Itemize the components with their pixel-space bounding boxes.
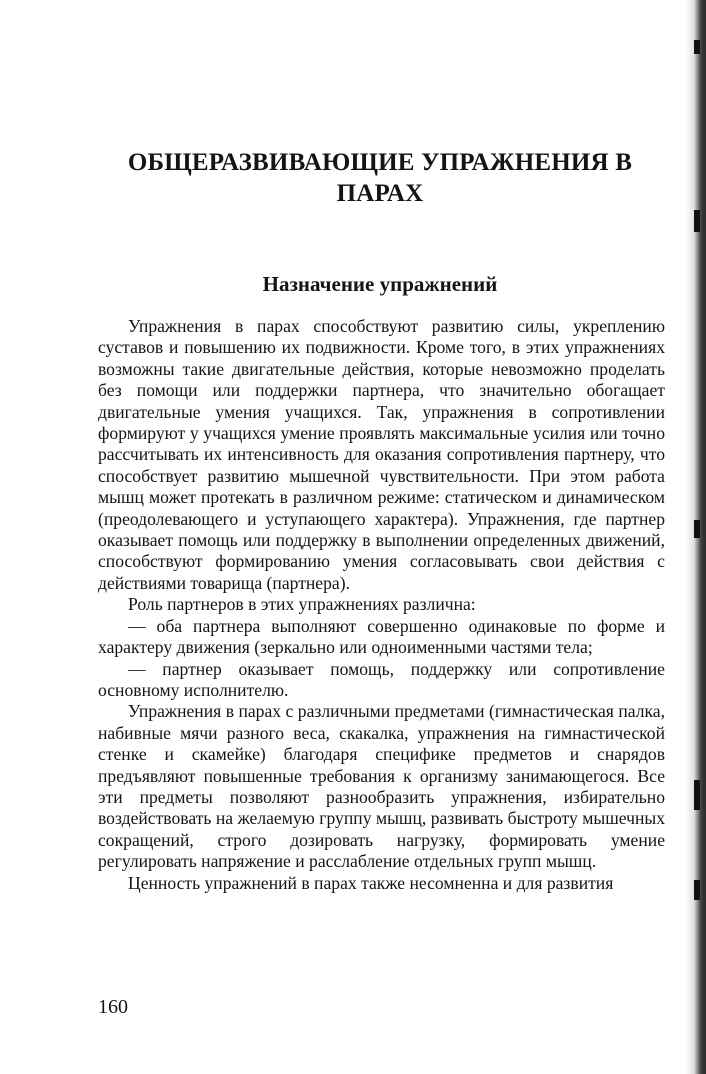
paragraph-role-mirror: — оба партнера выполняют совершенно одинаковые по форме и характеру движения (зеркально или одноименными частями тела; — [98, 615, 665, 658]
scan-speck — [694, 780, 700, 810]
paragraph-value: Ценность упражнений в парах также несомненна и для развития — [128, 872, 614, 893]
paragraph-roles-intro: Роль партнеров в этих упражнениях различна: — [128, 594, 476, 615]
paragraph-equipment: Упражнения в парах с различными предметами (гимнастическая палка, набивные мячи разного веса, скакалка, упражнения на гимнастической стенке и скамейке) благодаря специфике предметов и снарядов предъявляют повышенные требования к организму занимающегося. Все эти предметы позволяют разнообразить упражнения, избирательно воздействовать на желаемую группу мышц, развивать быстроту мышечных сокращений, строго дозировать нагрузку, формировать умение регулировать напряжение и расслабление отдельных групп мышц. — [98, 701, 665, 872]
body-text — [98, 316, 665, 894]
scan-speck — [694, 210, 700, 232]
scan-speck — [694, 40, 700, 54]
section-title: Назначение упражнений — [262, 272, 498, 296]
chapter-title: ОБЩЕРАЗВИВАЮЩИЕ УПРАЖНЕНИЯ В ПАРАХ — [127, 149, 633, 207]
paragraph-role-assist: — партнер оказывает помощь, поддержку или сопротивление основному исполнителю. — [98, 658, 665, 700]
scan-speck — [694, 520, 700, 538]
page-number: 160 — [98, 996, 128, 1018]
scan-speck — [694, 880, 700, 900]
paragraph-purpose: Упражнения в парах способствуют развитию силы, укреплению суставов и повышению их подвижности. Кроме того, в этих упражнениях возможны такие двигательные действия, которые невозможно проделать без помощи или поддержки партнера, что значительно обогащает двигательные умения учащихся. Так, упражнения в сопротивлении формируют у учащихся умение проявлять максимальные усилия или точно рассчитывать их интенсивность для оказания сопротивления партнеру, что способствует развитию мышечной чувствительности. При этом работа мышц может протекать в различном режиме: статическом и динамическом (преодолевающего и уступающего характера). Упражнения, где партнер оказывает помощь или поддержку в выполнении определенных движений, способствуют формированию умения согласовывать свои действия с действиями товарища (партнера). — [98, 316, 665, 593]
